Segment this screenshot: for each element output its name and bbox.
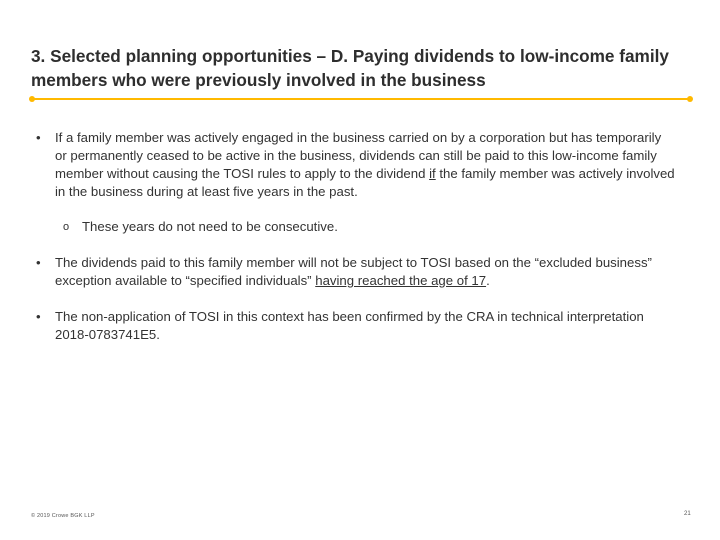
sub-bullet-item <box>36 218 676 236</box>
bullet-text: The non-application of TOSI in this context has been confirmed by the CRA in technical interpretation 2018-0783741E5. <box>55 309 644 342</box>
sub-bullet-marker: o <box>63 221 70 233</box>
page-number: 21 <box>684 511 691 517</box>
slide-body <box>36 129 676 344</box>
footer-copyright: © 2019 Crowe BGK LLP <box>31 513 95 519</box>
bullet-item <box>36 254 676 290</box>
title-rule-right-dot <box>687 96 693 102</box>
bullet-item <box>36 129 676 201</box>
bullet-marker: • <box>36 255 41 270</box>
bullet-text: If a family member was actively engaged in the business carried on by a corporation but has temporarily or permanently ceased to be active in the business, dividends can still be paid to this low-income family member without causing the TOSI rules to apply to the dividend <box>55 130 662 181</box>
bullet-text: The dividends paid to this family member will not be subject to TOSI based on the “excluded business” exception available to “specified individuals” <box>55 255 652 288</box>
title-rule <box>32 98 690 100</box>
bullet-text-after: . <box>486 273 490 288</box>
bullet-item <box>36 308 676 344</box>
bullet-text-after: the family member was actively involved in the business during at least five years in the past. <box>55 166 675 199</box>
sub-bullet-text: These years do not need to be consecutive. <box>82 219 338 234</box>
bullet-underlined-text: having reached the age of 17 <box>315 273 487 288</box>
bullet-underlined-text: if <box>429 166 436 181</box>
bullet-marker: • <box>36 130 41 145</box>
bullet-marker: • <box>36 309 41 324</box>
slide-title: 3. Selected planning opportunities – D. Paying dividends to low-income family members who were previously involved in the business <box>31 46 669 90</box>
